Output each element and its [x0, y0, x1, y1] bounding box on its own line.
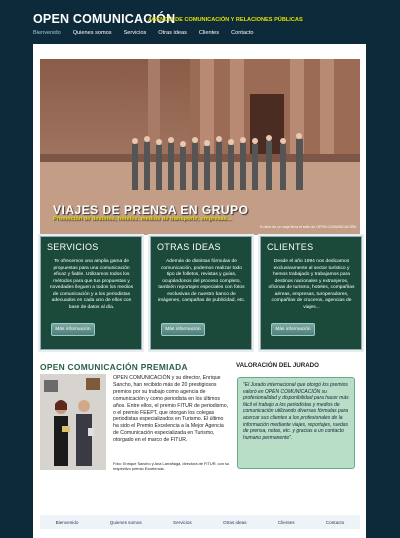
card-servicios [40, 236, 142, 350]
page-content [33, 44, 366, 538]
card-clientes [260, 236, 362, 350]
hero-title: VIAJES DE PRENSA EN GRUPO [53, 203, 249, 217]
card-title: SERVICIOS [47, 242, 99, 252]
card-otras-ideas [150, 236, 252, 350]
hero-credit: Tu idea de un viaje lleva el sello de OPEN COMUNICACIÓN [259, 225, 356, 229]
footer-item-clientes[interactable]: Clientes [277, 519, 295, 525]
footer-item-contacto[interactable]: Contacto [325, 519, 345, 525]
mas-informacion-button[interactable]: Más información [271, 323, 315, 336]
nav-item-quienes-somos[interactable]: Quienes somos [72, 30, 112, 36]
footer-item-quienes-somos[interactable]: Quienes somos [109, 519, 142, 525]
mas-informacion-button[interactable]: Más información [51, 323, 95, 336]
main-nav [33, 30, 253, 36]
hero-banner [40, 59, 360, 235]
jury-quote: "El Jurado internacional que otorgó los premios valoró en OPEN COMUNICACIÓN su profesionalidad y disponibilidad para hacer más fácil el trabajo a los periodistas y medios de comunicación utilizando diversas fórmulas para acercar sus clientes a los profesionales de la información mediante viajes, reportajes, ruedas de prensa, notas, etc. y gracias a un contacto humano permanente". [237, 377, 355, 469]
footer-item-servicios[interactable]: Servicios [173, 519, 192, 525]
nav-item-otras-ideas[interactable]: Otras ideas [158, 30, 187, 36]
premiada-text: OPEN COMUNICACIÓN y su director, Enrique Sancho, han recibido más de 20 prestigiosos premios por su trabajo como agencia de comunicación y como periodista en los últimos años. Entre ellos, el premio FITUR de periodismo, o el premio FEEPT, que otorgan los colegas periodistas especializados en Turismo. El último ha sido el Premio Excelencia a la Mejor Agencia de Comunicación especializada en Turismo, otorgado en el marco de FITUR. [113, 375, 229, 444]
brand-tagline: AGENCIA DE COMUNICACIÓN Y RELACIONES PÚBLICAS [148, 17, 303, 23]
nav-item-bienvenido[interactable]: Bienvenido [33, 30, 61, 36]
site-header [0, 0, 400, 44]
card-text: Te ofrecemos una amplia gama de propuestas para una comunicación eficaz y fiable. Utilizamos todos los métodos para que tus propuestas y novedades lleguen a todos los medios de comunicación y a los periodistas adecuados en cada uno de ellos con base de datos al día. [49, 259, 134, 310]
valoracion-title: VALORACIÓN DEL JURADO [236, 362, 319, 369]
nav-item-clientes[interactable]: Clientes [198, 30, 220, 36]
card-text: Además de distintas fórmulas de comunicación, podemos realizar todo tipo de folletos, revistas y guías, ocupándonos del proceso completo, también reportajes especiales con fotos exclusivas de nuestro banco de imágenes, campañas de publicidad, etc. [157, 259, 246, 303]
card-title: OTRAS IDEAS [157, 242, 221, 252]
premiada-title: OPEN COMUNICACIÓN PREMIADA [40, 362, 188, 372]
photo-caption: Foto: Enrique Sancho y Ana Larrañaga, directora de FITUR, con su respectivo premio Excelencia. [113, 461, 230, 471]
footer-item-otras-ideas[interactable]: Otras ideas [223, 519, 247, 525]
brand-logo-text[interactable]: OPEN COMUNICACIÓN [33, 12, 176, 26]
hero-subtitle: Promoción de destinos, hoteles, medios de transporte, empresas... [53, 216, 232, 222]
footer-nav [40, 515, 360, 529]
card-title: CLIENTES [267, 242, 314, 252]
mas-informacion-button[interactable]: Más información [161, 323, 205, 336]
footer-item-bienvenido[interactable]: Bienvenido [55, 519, 79, 525]
nav-item-contacto[interactable]: Contacto [231, 30, 254, 36]
award-photo [40, 374, 106, 470]
nav-item-servicios[interactable]: Servicios [123, 30, 147, 36]
card-text: Desde el año 1994 nos dedicamos exclusivamente al sector turístico y hemos trabajado y trabajamos para destinos nacionales y extranjeros, oficinas de turismo, hoteles, compañías aéreas, empresas, turoperadores, compañías de cruceros, agencias de viajes... [268, 259, 355, 310]
